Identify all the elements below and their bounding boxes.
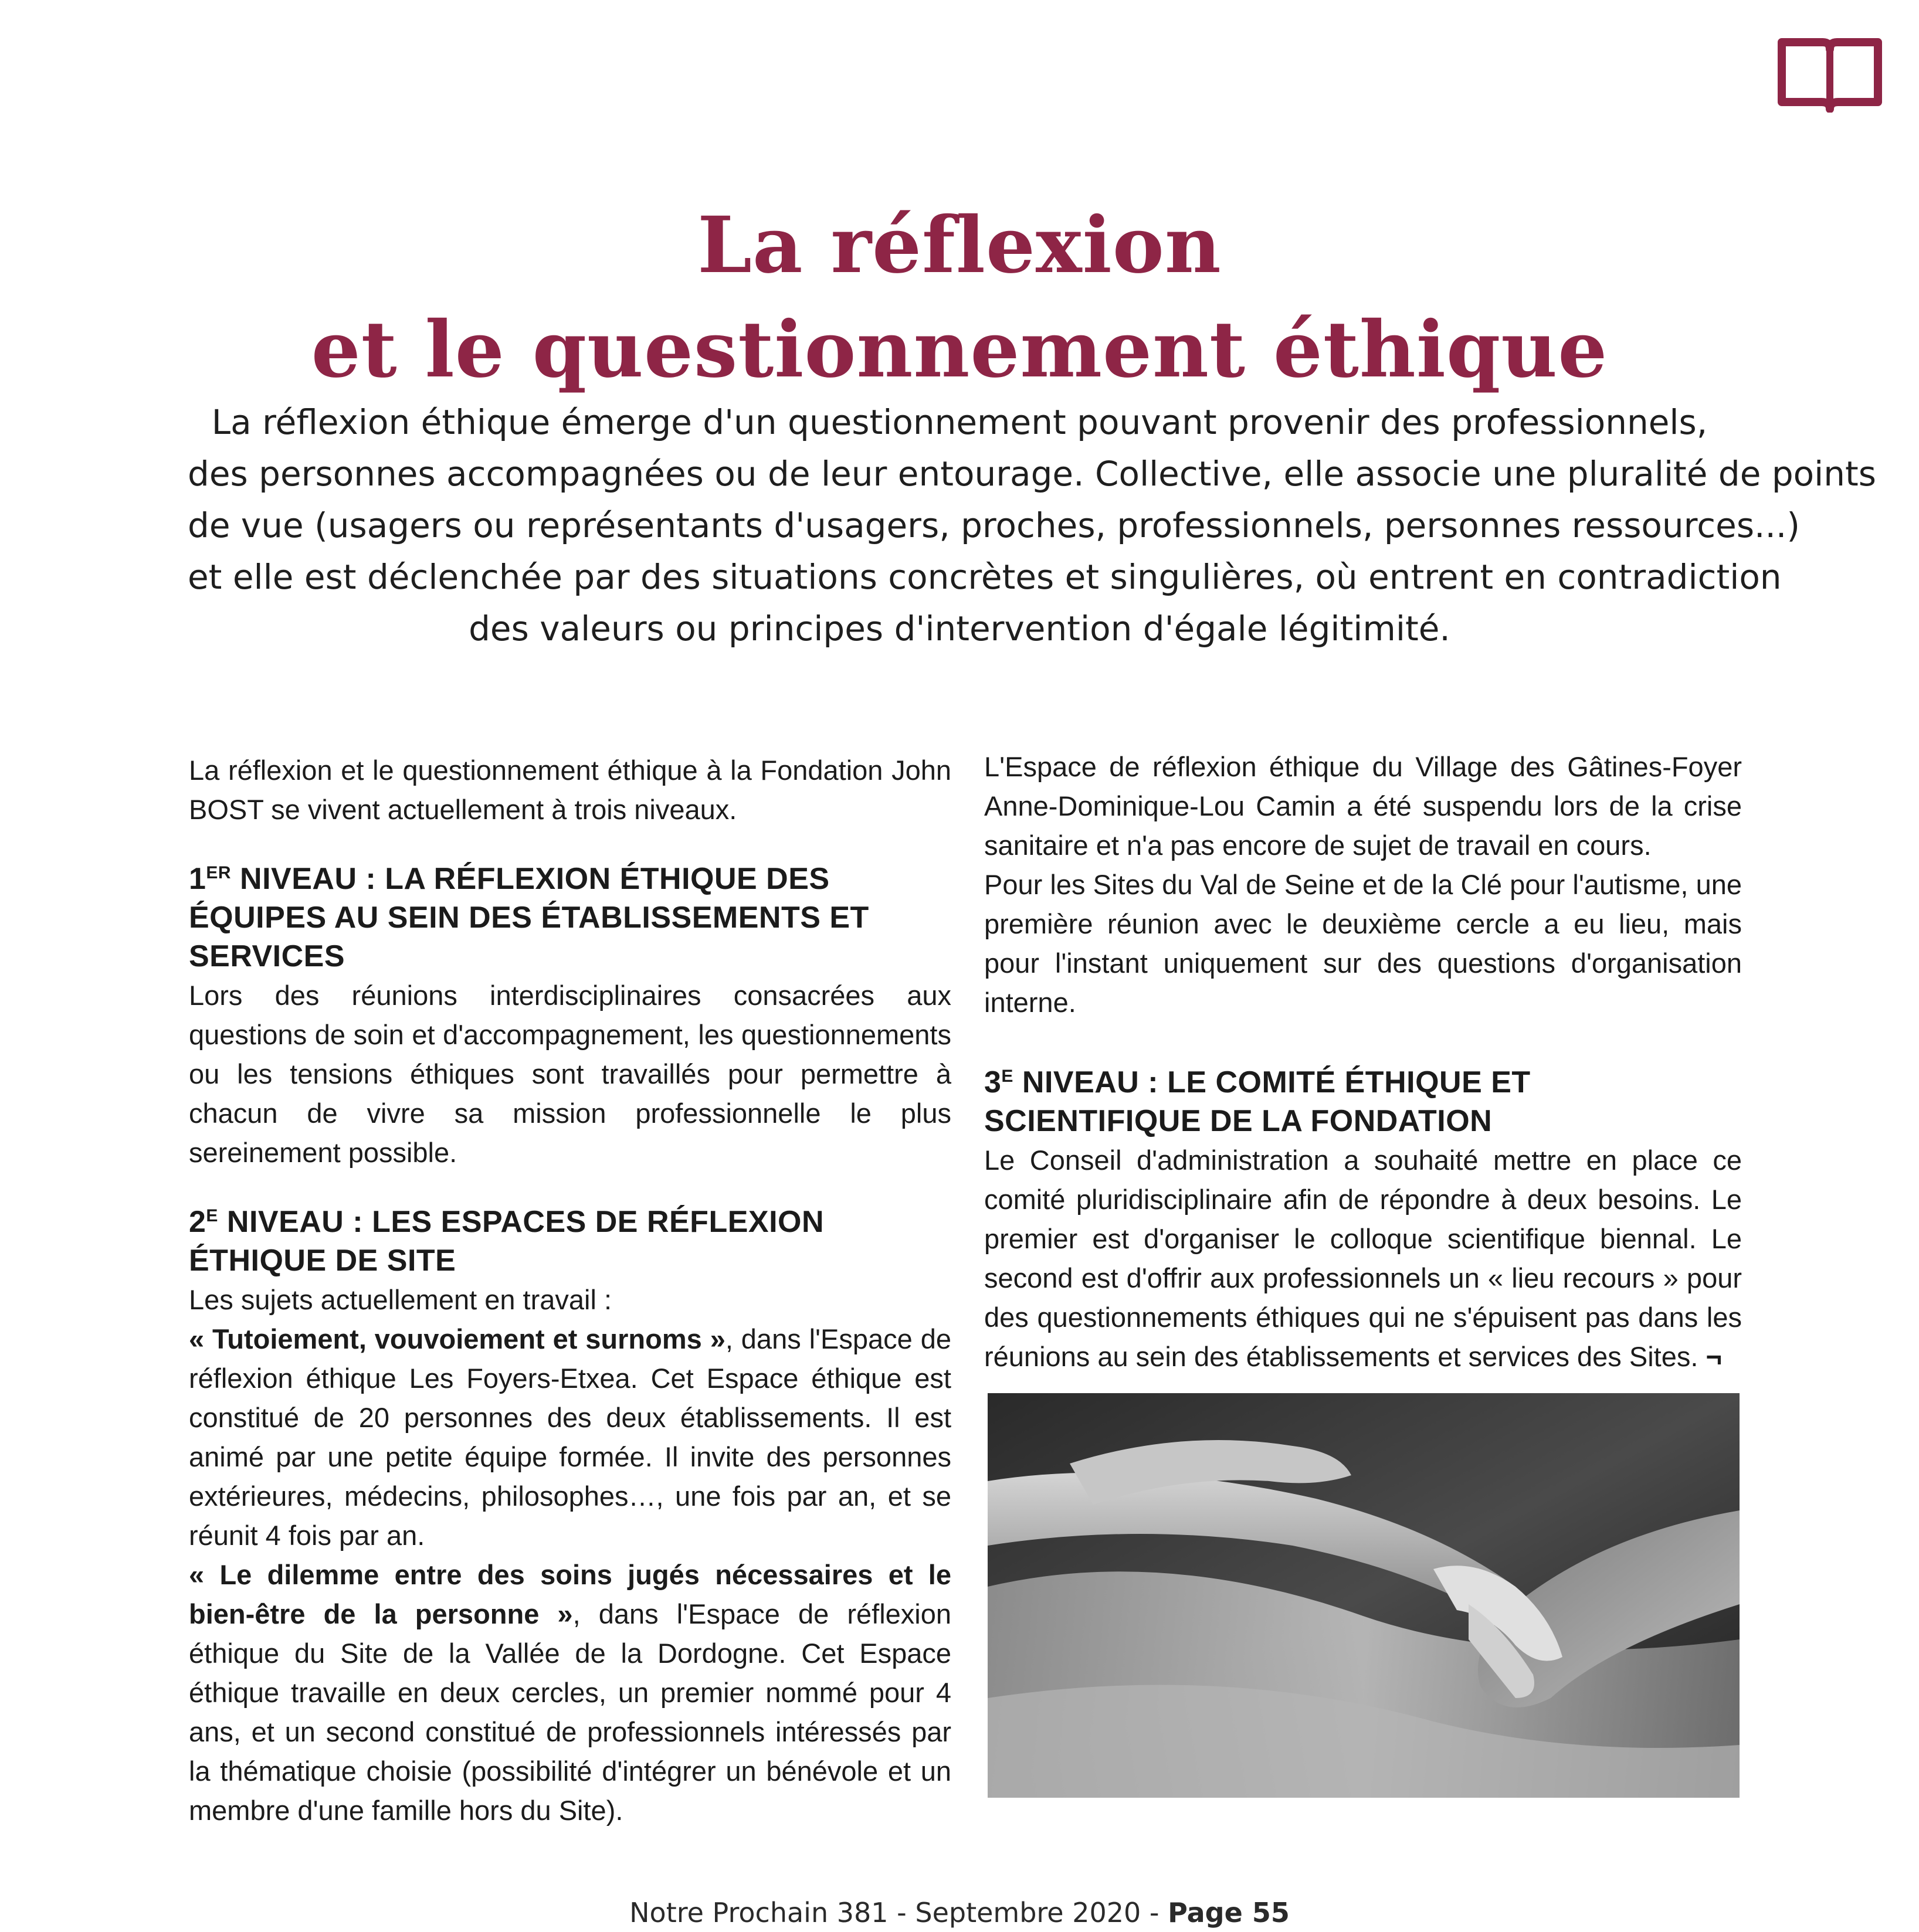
title-line-2: et le questionnement éthique (311, 304, 1608, 395)
section-heading-level-1 (189, 860, 951, 976)
hands-photo (988, 1393, 1740, 1798)
heading-superscript: E (1001, 1067, 1013, 1086)
intro-line: et elle est déclenchée par des situations concrètes et singulières, où entrent en contradiction (188, 557, 1782, 597)
level-3-paragraph (984, 1140, 1742, 1376)
title-line-1: La réflexion (697, 200, 1222, 291)
topic-1-text: , dans l'Espace de réflexion éthique Les Foyers-Etxea. Cet Espace éthique est constitué de 20 personnes des deux établissements. Il est animé par une petite équipe formée. Il invite des personnes extérieures, médecins, philosophes…, une fois par an, et se réunit 4 fois par an. (189, 1323, 951, 1551)
lead-paragraph: La réflexion et le questionnement éthique à la Fondation John BOST se vivent actuellement à trois niveaux. (189, 755, 951, 825)
page-footer (0, 1897, 1919, 1928)
heading-text: NIVEAU : LES ESPACES DE RÉFLEXION ÉTHIQUE DE SITE (189, 1205, 825, 1278)
left-column (189, 751, 951, 1830)
section-heading-level-3 (984, 1063, 1742, 1140)
topic-1-paragraph (189, 1319, 951, 1555)
intro-paragraph (188, 396, 1876, 654)
topic-1-title: « Tutoiement, vouvoiement et surnoms » (189, 1323, 725, 1354)
right-column (984, 747, 1742, 1376)
heading-text: NIVEAU : LE COMITÉ ÉTHIQUE ET SCIENTIFIQUE DE LA FONDATION (984, 1065, 1531, 1138)
intro-line: des personnes accompagnées ou de leur entourage. Collective, elle associe une pluralité de points (188, 454, 1876, 494)
gatines-paragraph: L'Espace de réflexion éthique du Village des Gâtines-Foyer Anne-Dominique-Lou Camin a été suspendu lors de la crise sanitaire et n'a pas encore de sujet de travail en cours. (984, 751, 1742, 861)
footer-text: Notre Prochain 381 - Septembre 2020 - (629, 1897, 1168, 1928)
end-mark: ¬ (1706, 1341, 1722, 1372)
topic-2-title: « Le dilemme entre des soins jugés nécessaires et le bien-être de la personne » (189, 1559, 951, 1629)
page-number: Page 55 (1168, 1897, 1290, 1928)
heading-superscript: ER (206, 863, 232, 882)
topic-2-paragraph (189, 1555, 951, 1830)
val-de-seine-paragraph: Pour les Sites du Val de Seine et de la Clé pour l'autisme, une première réunion avec le deuxième cercle a eu lieu, mais pour l'instant uniquement sur des questions d'organisation interne. (984, 869, 1742, 1018)
page-title (0, 193, 1919, 402)
heading-superscript: E (206, 1206, 218, 1225)
heading-number: 3 (984, 1065, 1002, 1099)
heading-number: 1 (189, 862, 206, 896)
level-3-text: Le Conseil d'administration a souhaité mettre en place ce comité pluridisciplinaire afin de répondre à deux besoins. Le premier est d'organiser le colloque scientifique biennal. Le second est d'offrir aux professionnels un « lieu recours » pour des questionnements éthiques qui ne s'épuisent pas dans les réunions au sein des établissements et services des Sites. (984, 1145, 1742, 1372)
intro-line: de vue (usagers ou représentants d'usagers, proches, professionnels, personnes ressources...) (188, 505, 1800, 545)
level-2-intro: Les sujets actuellement en travail : (189, 1284, 612, 1315)
heading-number: 2 (189, 1205, 206, 1239)
intro-line: La réflexion éthique émerge d'un questionnement pouvant provenir des professionnels, (211, 402, 1708, 442)
topic-2-text: , dans l'Espace de réflexion éthique du Site de la Vallée de la Dordogne. Cet Espace éthique travaille en deux cercles, un premier nommé pour 4 ans, et un second constitué de professionnels intéressés par la thématique choisie (possibilité d'intégrer un bénévole et un membre d'une famille hors du Site). (189, 1598, 951, 1826)
heading-text: NIVEAU : LA RÉFLEXION ÉTHIQUE DES ÉQUIPES AU SEIN DES ÉTABLISSEMENTS ET SERVICES (189, 862, 869, 973)
book-icon (1777, 36, 1883, 113)
section-heading-level-2 (189, 1203, 951, 1280)
intro-line: des valeurs ou principes d'intervention d'égale légitimité. (469, 609, 1450, 648)
level-1-paragraph: Lors des réunions interdisciplinaires consacrées aux questions de soin et d'accompagnement, les questionnements ou les tensions éthiques sont travaillés pour permettre à chacun de vivre sa mission professionnelle le plus sereinement possible. (189, 980, 951, 1168)
